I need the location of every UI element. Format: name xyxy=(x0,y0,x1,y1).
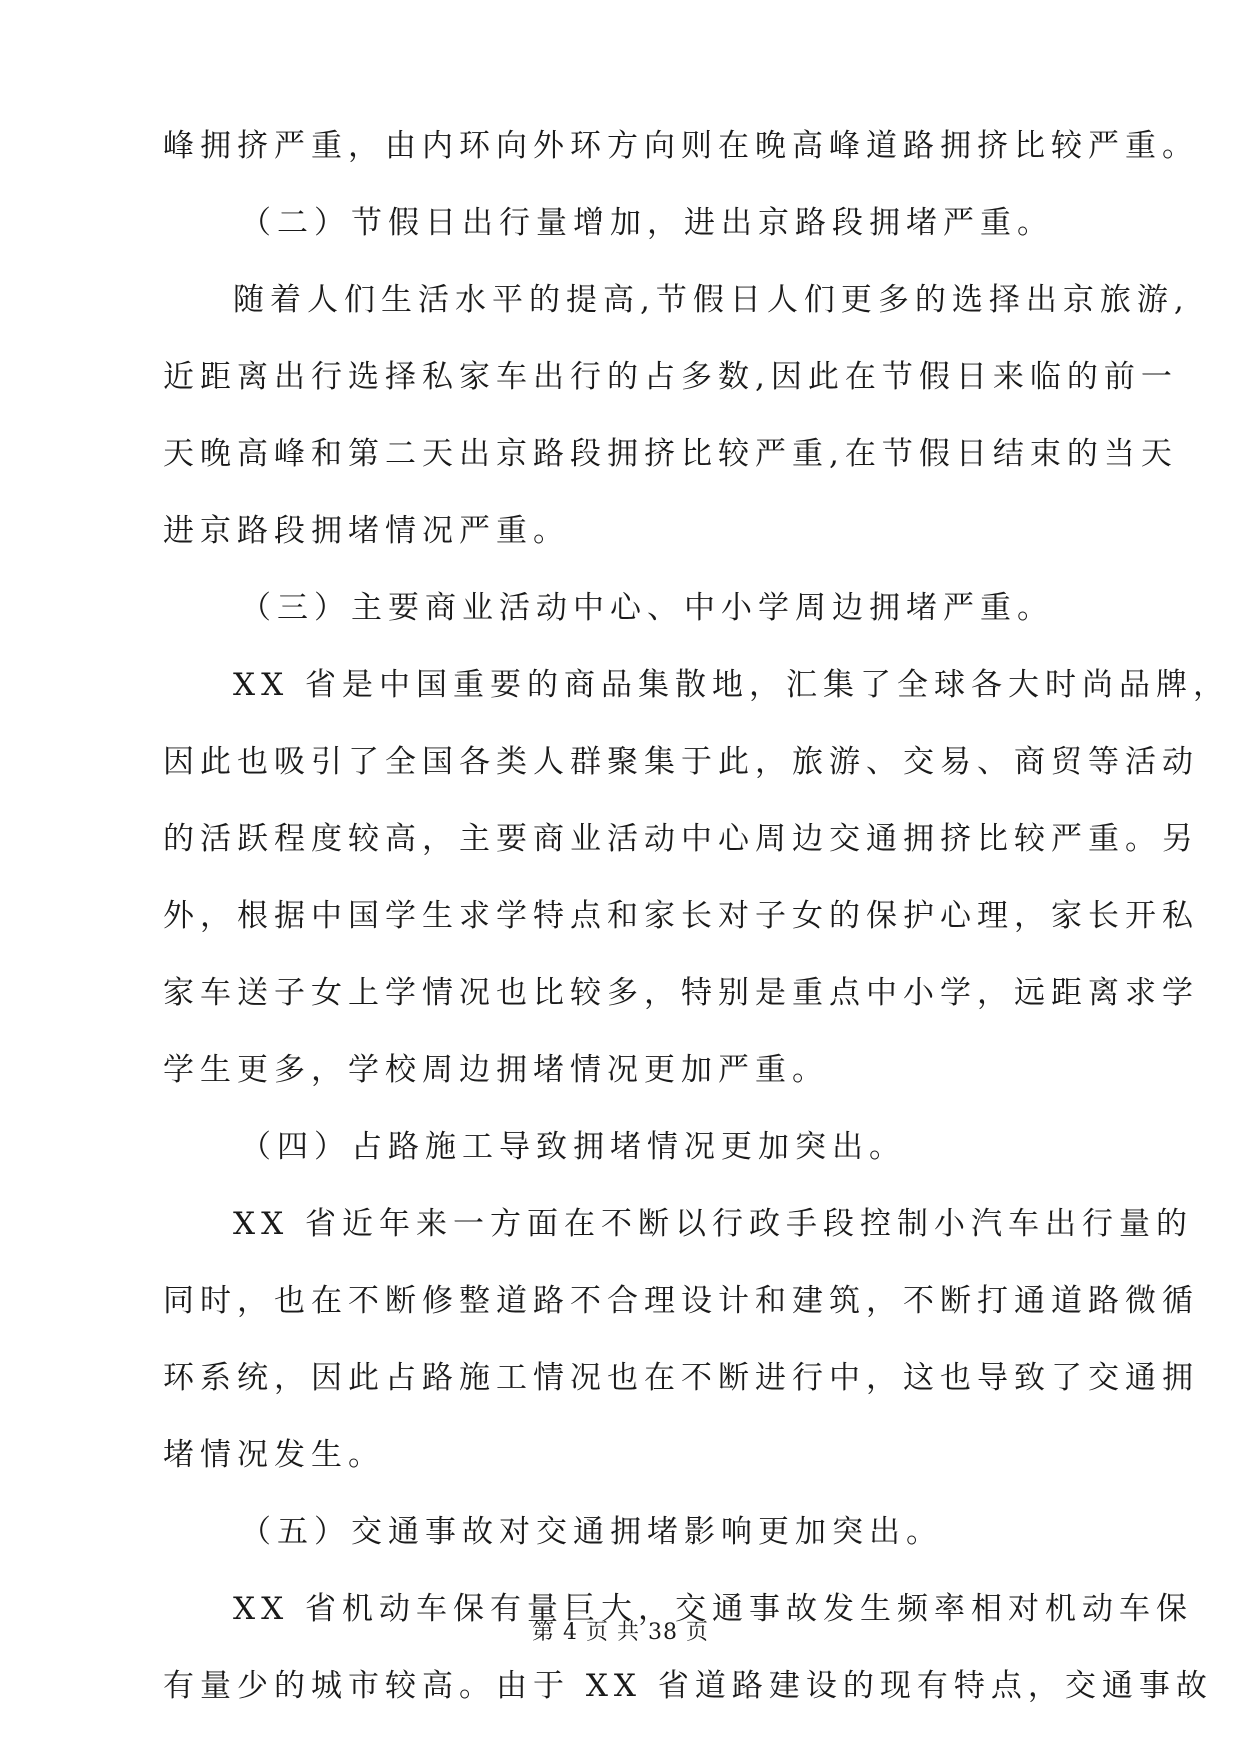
paragraph-line: XX 省机动车保有量巨大，交通事故发生频率相对机动车保 xyxy=(233,1591,1193,1627)
section-heading: （五）交通事故对交通拥堵影响更加突出。 xyxy=(240,1514,943,1550)
section-heading: （二）节假日出行量增加，进出京路段拥堵严重。 xyxy=(240,205,1054,241)
paragraph-line: XX 省近年来一方面在不断以行政手段控制小汽车出行量的 xyxy=(233,1206,1193,1242)
paragraph-line: 进京路段拥堵情况严重。 xyxy=(163,513,570,549)
paragraph-line: 天晚高峰和第二天出京路段拥挤比较严重,在节假日结束的当天 xyxy=(163,436,1178,472)
paragraph-line: 外，根据中国学生求学特点和家长对子女的保护心理，家长开私 xyxy=(163,898,1199,934)
paragraph-line: 的活跃程度较高，主要商业活动中心周边交通拥挤比较严重。另 xyxy=(163,821,1199,857)
page-footer: 第 4 页 共 38 页 xyxy=(532,1620,709,1645)
paragraph-line: 堵情况发生。 xyxy=(163,1437,385,1473)
paragraph-line: 学生更多，学校周边拥堵情况更加严重。 xyxy=(163,1052,829,1088)
paragraph-line: 家车送子女上学情况也比较多，特别是重点中小学，远距离求学 xyxy=(163,975,1199,1011)
paragraph-line: 峰拥挤严重，由内环向外环方向则在晚高峰道路拥挤比较严重。 xyxy=(163,128,1199,164)
paragraph-line: 有量少的城市较高。由于 XX 省道路建设的现有特点，交通事故 xyxy=(163,1668,1213,1704)
section-heading: （三）主要商业活动中心、中小学周边拥堵严重。 xyxy=(240,590,1054,626)
paragraph-line: 环系统，因此占路施工情况也在不断进行中，这也导致了交通拥 xyxy=(163,1360,1199,1396)
paragraph-line: 近距离出行选择私家车出行的占多数,因此在节假日来临的前一 xyxy=(163,359,1178,395)
paragraph-line: 同时，也在不断修整道路不合理设计和建筑，不断打通道路微循 xyxy=(163,1283,1199,1319)
paragraph-line: 随着人们生活水平的提高,节假日人们更多的选择出京旅游, xyxy=(233,282,1190,318)
section-heading: （四）占路施工导致拥堵情况更加突出。 xyxy=(240,1129,906,1165)
paragraph-line: 因此也吸引了全国各类人群聚集于此，旅游、交易、商贸等活动 xyxy=(163,744,1199,780)
paragraph-line: XX 省是中国重要的商品集散地，汇集了全球各大时尚品牌， xyxy=(233,667,1230,703)
